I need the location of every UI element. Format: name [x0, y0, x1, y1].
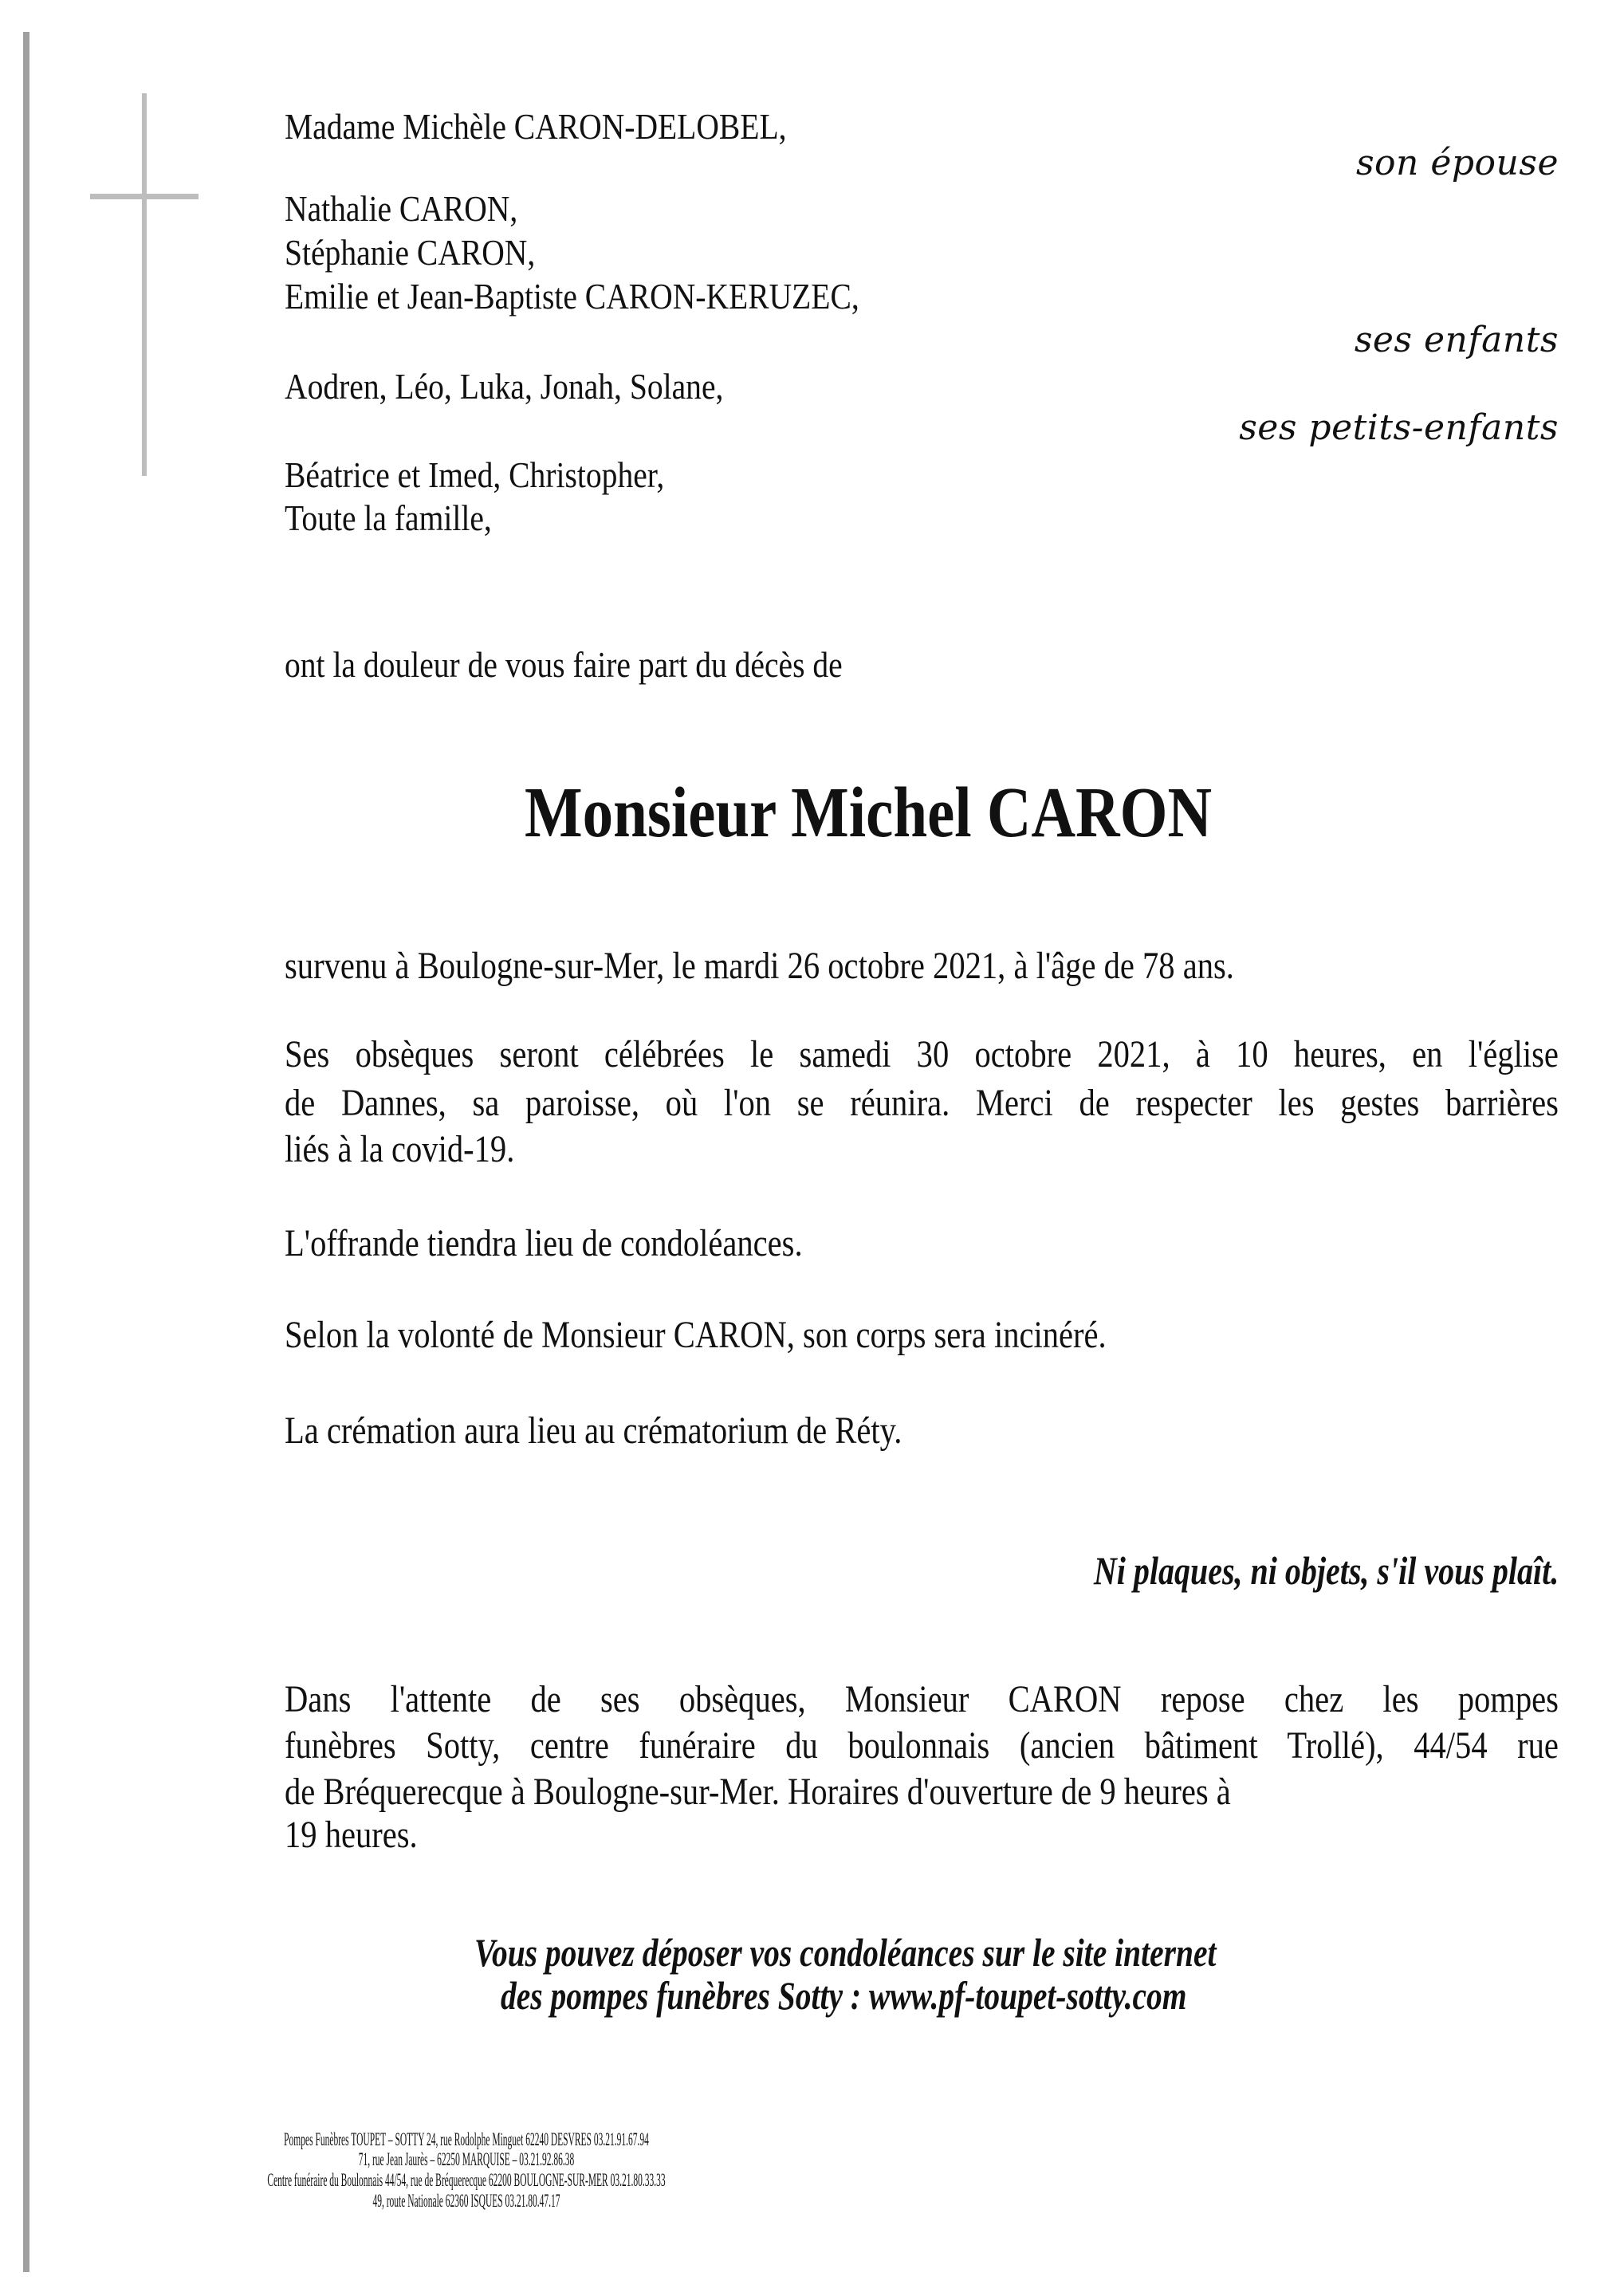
cremation-place-text: La crémation aura lieu au crématorium de Réty. [285, 1409, 902, 1452]
relation-children-label: ses enfants [1354, 320, 1559, 360]
funeral-line-2: de Dannes, sa paroisse, où l'on se réunira. Merci de respecter les gestes barrières [285, 1082, 1559, 1124]
rest-line-1: Dans l'attente de ses obsèques, Monsieur CARON repose chez les pompes [285, 1678, 1559, 1720]
announcement-text: ont la douleur de vous faire part du décès de [285, 644, 843, 685]
family-spouse-name: Madame Michèle CARON-DELOBEL, [285, 106, 787, 147]
condolences-line-1-text: Vous pouvez déposer vos condoléances sur le site internet [474, 1930, 1217, 1975]
condolences-line-2[interactable] [501, 1973, 1369, 2018]
deceased-name-title: Monsieur Michel CARON [525, 773, 1213, 852]
relation-grandchildren-label: ses petits-enfants [1239, 407, 1559, 448]
family-child-1: Nathalie CARON, [285, 188, 518, 229]
cremation-wish-text: Selon la volonté de Monsieur CARON, son corps sera incinéré. [285, 1314, 1107, 1356]
funeral-line-1: Ses obsèques seront célébrées le samedi 30 octobre 2021, à 10 heures, en l'église [285, 1033, 1559, 1075]
cross-vertical-bar [142, 93, 147, 476]
no-plaques-notice: Ni plaques, ni objets, s'il vous plaît. [1093, 1548, 1559, 1593]
rest-line-4: 19 heures. [285, 1814, 418, 1856]
footer-line-4: 49, route Nationale 62360 ISQUES 03.21.80.47.17 [372, 2191, 560, 2211]
condolences-line-2-text[interactable]: des pompes funèbres Sotty : www.pf-toupet-sotty.com [501, 1973, 1187, 2018]
family-others: Béatrice et Imed, Christopher, [285, 454, 665, 495]
footer-line-3: Centre funéraire du Boulonnais 44/54, rue de Bréquerecque 62200 BOULOGNE-SUR-MER 03.21.80.33.33 [267, 2170, 666, 2190]
cross-horizontal-bar [90, 194, 199, 199]
relation-spouse-label: son épouse [1355, 143, 1559, 183]
offering-text: L'offrande tiendra lieu de condoléances. [285, 1222, 803, 1264]
family-child-3: Emilie et Jean-Baptiste CARON-KERUZEC, [285, 276, 859, 316]
family-all: Toute la famille, [285, 497, 492, 538]
condolences-line-1 [474, 1930, 1414, 1975]
left-margin-rule [23, 32, 29, 2272]
footer-line-1: Pompes Funèbres TOUPET – SOTTY 24, rue Rodolphe Minguet 62240 DESVRES 03.21.91.67.94 [284, 2129, 649, 2149]
family-grandchildren: Aodren, Léo, Luka, Jonah, Solane, [285, 366, 724, 407]
death-info: survenu à Boulogne-sur-Mer, le mardi 26 octobre 2021, à l'âge de 78 ans. [285, 945, 1234, 987]
footer-line-2: 71, rue Jean Jaurès – 62250 MARQUISE – 03.21.92.86.38 [358, 2149, 575, 2169]
family-child-2: Stéphanie CARON, [285, 232, 536, 273]
rest-line-2: funèbres Sotty, centre funéraire du boulonnais (ancien bâtiment Trollé), 44/54 rue [285, 1724, 1559, 1767]
funeral-line-3: liés à la covid-19. [285, 1128, 515, 1170]
rest-line-3: de Bréquerecque à Boulogne-sur-Mer. Horaires d'ouverture de 9 heures à [285, 1771, 1231, 1813]
